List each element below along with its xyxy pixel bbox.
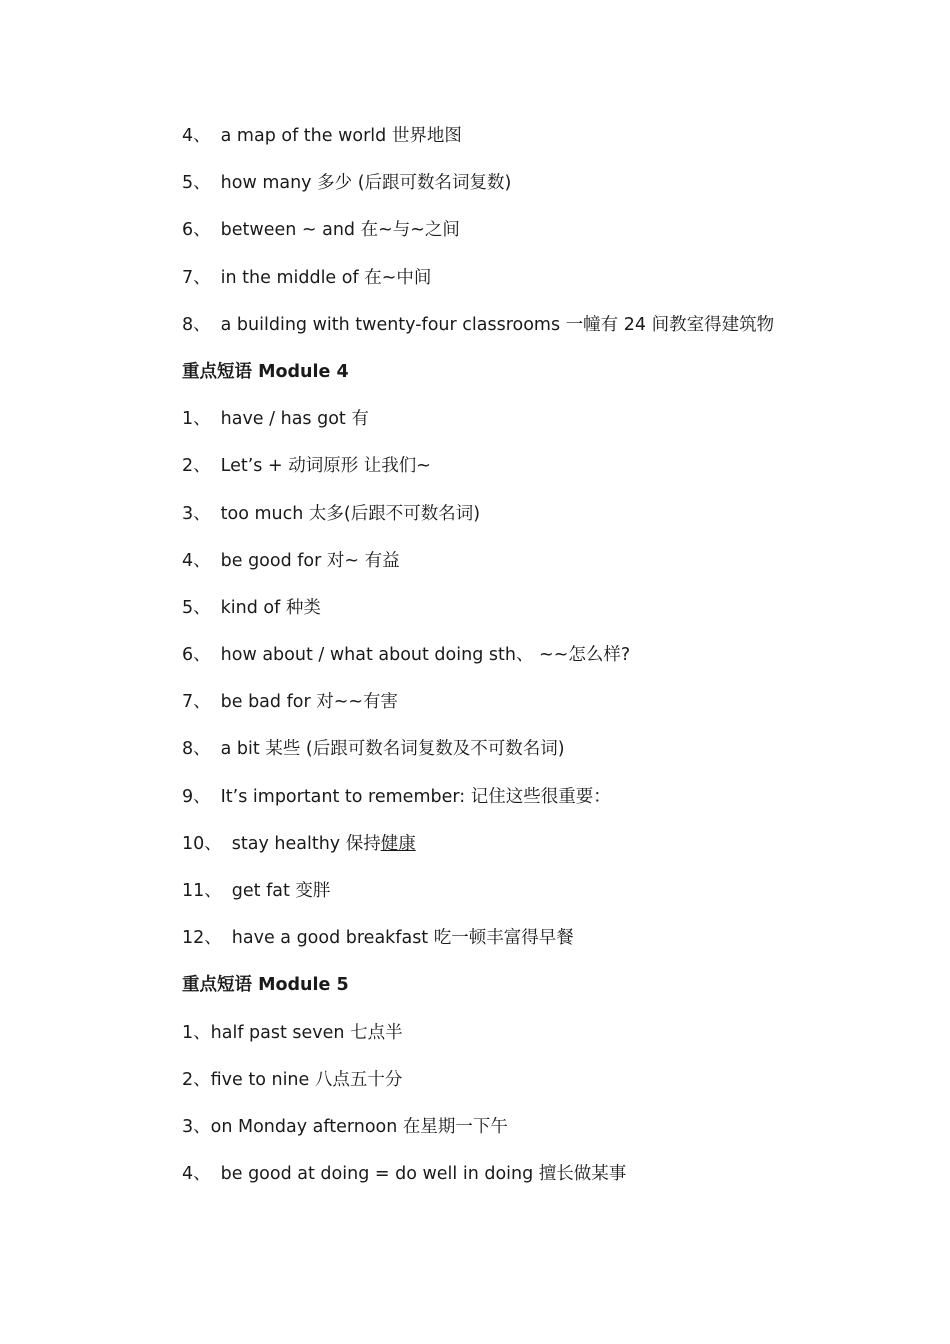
list-item [182,214,882,261]
list-item [182,403,882,450]
item-chinese: 在星期一下午 [402,1116,508,1137]
list-item [182,1158,882,1205]
item-chinese: 一幢有 24 间教室得建筑物 [565,314,775,335]
item-chinese: 吃一顿丰富得早餐 [433,928,574,949]
list-item [182,875,882,922]
item-english: It’s important to remember: [220,786,466,807]
item-number: 5、 [182,597,211,618]
list-item [182,1111,882,1158]
item-number: 9、 [182,786,211,807]
list-item [182,498,882,545]
item-number: 6、 [182,220,211,241]
item-number: 3、 [182,1116,211,1137]
list-item [182,450,882,497]
item-english: a bit [220,739,260,760]
item-english: be bad for [220,692,311,713]
item-english: five to nine [210,1069,310,1090]
section-heading: 重点短语 Module 4 [182,361,349,382]
item-chinese: 太多(后跟不可数名词) [308,503,481,524]
item-english: how about / what about doing sth、 [220,645,534,666]
item-number: 12、 [182,928,222,949]
list-item [182,1017,882,1064]
item-chinese: 种类 [285,597,321,618]
item-english: have / has got [220,409,346,430]
item-english: kind of [220,597,281,618]
item-english: in the middle of [220,267,359,288]
list-item [182,592,882,639]
item-chinese: ~~怎么样? [539,645,631,666]
item-chinese: 记住这些很重要： [470,786,611,807]
list-item [182,545,882,592]
item-english: get fat [231,881,290,901]
item-number: 6、 [182,645,211,666]
item-chinese: 有 [351,409,369,430]
item-number: 8、 [182,314,211,335]
item-chinese: 对~~有害 [316,692,399,713]
list-item [182,262,882,309]
item-number: 4、 [182,1164,211,1185]
section-heading: 重点短语 Module 5 [182,975,349,996]
item-chinese: 在~中间 [364,267,432,288]
item-english: on Monday afternoon [210,1116,398,1137]
item-number: 2、 [182,456,211,477]
item-english: be good for [220,550,322,571]
item-chinese: 八点五十分 [314,1069,403,1090]
item-number: 10、 [182,833,222,854]
list-item [182,781,882,828]
item-number: 2、 [182,1069,211,1090]
item-english: between ~ and [220,220,356,241]
item-chinese: 多少 (后跟可数名词复数) [317,173,512,194]
list-item [182,1064,882,1111]
item-chinese: 在~与~之间 [360,220,460,241]
item-english: be good at doing = do well in doing [220,1164,534,1185]
item-chinese-underlined: 健康 [380,833,416,854]
item-number: 1、 [182,409,211,430]
item-english: Let’s + [220,456,283,477]
item-chinese: 擅长做某事 [538,1164,627,1185]
list-item [182,167,882,214]
item-number: 1、 [182,1022,211,1043]
item-number: 4、 [182,126,211,146]
item-chinese: 保持 [345,833,381,854]
item-chinese: 动词原形 让我们~ [288,456,431,477]
item-english: stay healthy [231,833,341,854]
list-item [182,120,882,167]
list-item [182,686,882,733]
item-chinese: 世界地图 [391,126,462,146]
item-english: how many [220,173,312,194]
item-english: a map of the world [220,126,387,146]
item-chinese: 某些 (后跟可数名词复数及不可数名词) [265,739,565,760]
list-item [182,733,882,780]
item-number: 5、 [182,173,211,194]
item-english: have a good breakfast [231,928,429,949]
item-number: 11、 [182,881,222,901]
item-english: a building with twenty-four classrooms [220,314,561,335]
phrase-list [182,120,882,1205]
item-chinese: 对~ 有益 [326,550,400,571]
list-item [182,639,882,686]
item-english: half past seven [210,1022,345,1043]
item-number: 4、 [182,550,211,571]
item-number: 8、 [182,739,211,760]
item-number: 7、 [182,692,211,713]
item-chinese: 七点半 [350,1022,403,1043]
item-chinese: 变胖 [295,881,331,901]
list-item [182,309,882,356]
list-item [182,828,882,875]
item-english: too much [220,503,304,524]
item-number: 3、 [182,503,211,524]
item-number: 7、 [182,267,211,288]
list-item [182,922,882,969]
